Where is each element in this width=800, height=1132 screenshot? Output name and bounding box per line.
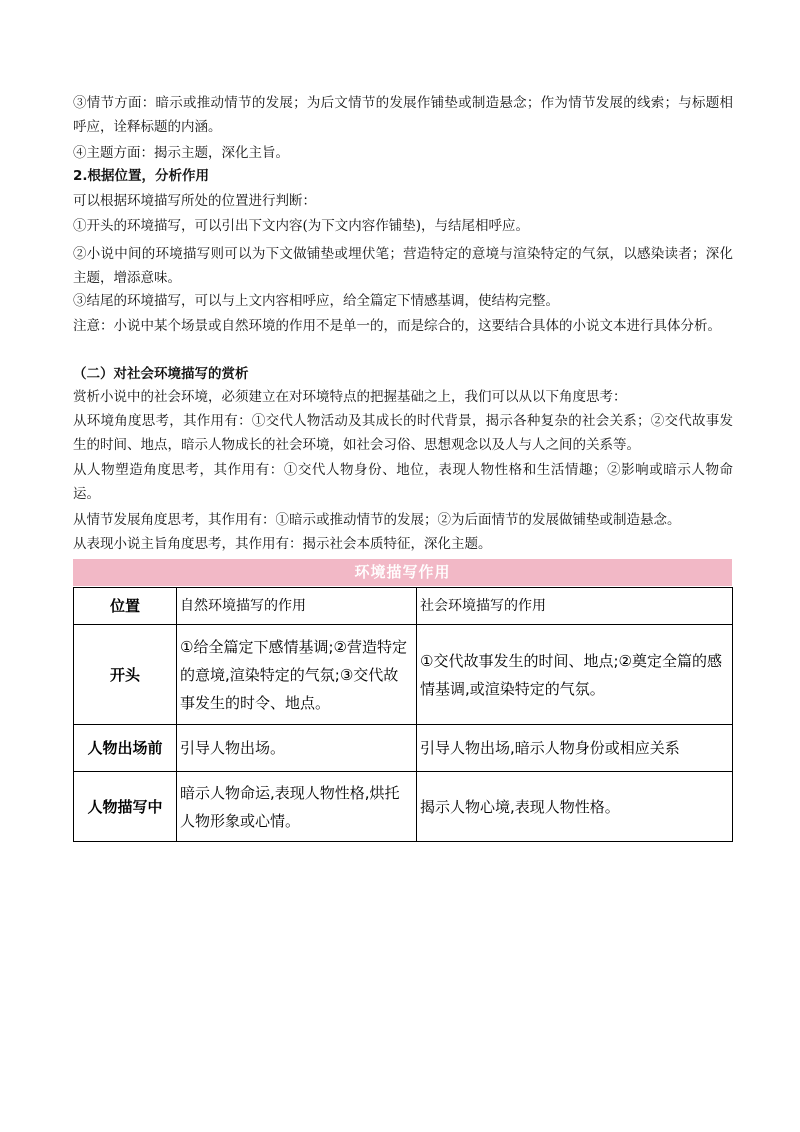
environment-table xyxy=(73,587,733,842)
row-social: ①交代故事发生的时间、地点;②奠定全篇的感情基调,或渲染特定的气氛。 xyxy=(417,625,733,725)
paragraph-social-intro: 赏析小说中的社会环境，必须建立在对环境特点的把握基础之上，我们可以从以下角度思考： xyxy=(73,389,627,405)
row-social: 引导人物出场,暗示人物身份或相应关系 xyxy=(417,725,733,772)
row-position: 人物描写中 xyxy=(74,772,177,842)
paragraph-opening: ①开头的环境描写，可以引出下文内容(为下文内容作铺垫)，与结尾相呼应。 xyxy=(73,218,530,234)
paragraph-ending: ③结尾的环境描写，可以与上文内容相呼应，给全篇定下情感基调，使结构完整。 xyxy=(73,293,559,309)
paragraph-plot-angle: 从情节发展角度思考，其作用有：①暗示或推动情节的发展；②为后面情节的发展做铺垫或制造悬念。 xyxy=(73,512,681,528)
row-position: 开头 xyxy=(74,625,177,725)
row-natural: 引导人物出场。 xyxy=(177,725,417,772)
paragraph-middle: ②小说中间的环境描写则可以为下文做铺垫或埋伏笔；营造特定的意境与渲染特定的气氛，以感染读者；深化主题，增添意味。 xyxy=(73,246,733,286)
table-row xyxy=(74,725,733,772)
section-heading-social: （二）对社会环境描写的赏析 xyxy=(73,366,249,382)
row-natural: 暗示人物命运,表现人物性格,烘托人物形象或心情。 xyxy=(177,772,417,842)
paragraph-plot: ③情节方面：暗示或推动情节的发展；为后文情节的发展作铺垫或制造悬念；作为情节发展的线索；与标题相呼应，诠释标题的内涵。 xyxy=(73,95,733,135)
header-position: 位置 xyxy=(74,588,177,625)
paragraph-theme: ④主题方面：揭示主题，深化主旨。 xyxy=(73,145,289,161)
table-row xyxy=(74,772,733,842)
table-title: 环境描写作用 xyxy=(73,559,732,586)
paragraph-character-angle: 从人物塑造角度思考，其作用有：①交代人物身份、地位，表现人物性格和生活情趣；②影响或暗示人物命运。 xyxy=(73,462,733,502)
row-social: 揭示人物心境,表现人物性格。 xyxy=(417,772,733,842)
header-natural: 自然环境描写的作用 xyxy=(177,588,417,625)
paragraph-position-intro: 可以根据环境描写所处的位置进行判断： xyxy=(73,193,316,209)
table-row xyxy=(74,625,733,725)
paragraph-theme-angle: 从表现小说主旨角度思考，其作用有：揭示社会本质特征，深化主题。 xyxy=(73,536,492,552)
table-header-row xyxy=(74,588,733,625)
row-natural: ①给全篇定下感情基调;②营造特定的意境,渲染特定的气氛;③交代故事发生的时令、地点。 xyxy=(177,625,417,725)
section-heading-position: 2.根据位置，分析作用 xyxy=(73,168,210,184)
header-social: 社会环境描写的作用 xyxy=(417,588,733,625)
row-position: 人物出场前 xyxy=(74,725,177,772)
paragraph-env-angle: 从环境角度思考，其作用有：①交代人物活动及其成长的时代背景，揭示各种复杂的社会关系；②交代故事发生的时间、地点，暗示人物成长的社会环境，如社会习俗、思想观念以及人与人之间的关系等。 xyxy=(73,413,733,453)
paragraph-note: 注意：小说中某个场景或自然环境的作用不是单一的，而是综合的，这要结合具体的小说文本进行具体分析。 xyxy=(73,318,721,334)
